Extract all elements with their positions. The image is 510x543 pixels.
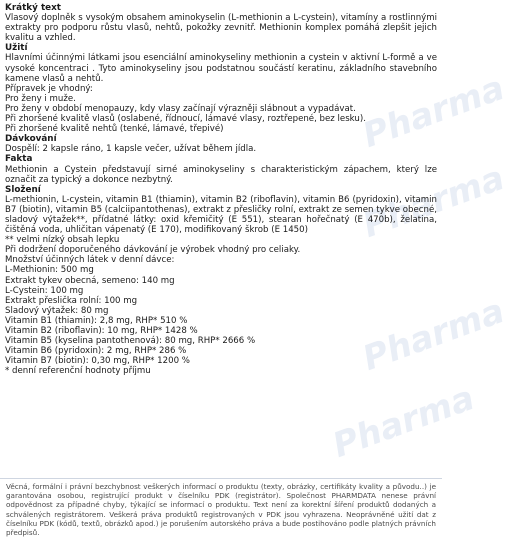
composition-line: Extrakt tykev obecná, semeno: 140 mg (5, 275, 175, 286)
composition-line: L-Cystein: 100 mg (5, 285, 84, 296)
watermark: Pharma (327, 378, 480, 466)
watermark: Pharma (357, 68, 510, 156)
usage-line: Pro ženy i muže. (5, 93, 76, 104)
section-heading-short-text: Krátký text (5, 3, 61, 13)
legal-disclaimer: Věcná, formální i právní bezchybnost veškerých informací o produktu (texty, obrázky, certifikáty kvality a původu..) je garantována osobou, registrující produkt v číselníku PDK (registrátor). Společnost PHARMDATA nenese právní odpovědnost za případné chyby, týkající se informací o produktu. Text není za korektní šíření produktů dodaných a schválených registrátorem. Veškerá práva produktů registrovaných v PDK jsou vyhrazena. Neoprávněné užití dat z číselníku PDK (kódů, textů, obrázků apod.) je porušením autorského práva a bude postihováno podle platných právních předpisů. (0, 478, 442, 543)
composition-line: ** velmi nízký obsah lepku (5, 235, 120, 246)
usage-line: Při zhoršené kvalitě vlasů (oslabené, řídnoucí, lámavé vlasy, roztřepené, bez lesku). (5, 114, 366, 125)
section-heading-composition: Složení (5, 184, 41, 195)
composition-line: * denní referenční hodnoty příjmu (5, 366, 151, 377)
section-heading-usage: Užití (5, 43, 28, 54)
composition-line: Vitamin B7 (biotin): 0,30 mg, RHP* 1200 % (5, 356, 190, 367)
short-text-paragraph: Vlasový doplněk s vysokým obsahem aminokyselin (L-methionin a L-cystein), vitamíny a rostlinnými extrakty pro podporu růstu vlasů, nehtů, pokožky zevnitř. Methionin komplex pomáhá zlepšit jejich kvalitu a vzhled. (5, 13, 437, 44)
composition-line: L-Methionin: 500 mg (5, 265, 94, 276)
composition-line: Vitamin B2 (riboflavin): 10 mg, RHP* 1428 % (5, 326, 198, 336)
composition-line: Vitamin B6 (pyridoxin): 2 mg, RHP* 286 % (5, 346, 187, 357)
composition-line: Sladový výtažek: 80 mg (5, 305, 109, 316)
composition-line: Množství účinných látek v denní dávce: (5, 255, 175, 266)
composition-line: Vitamin B1 (thiamin): 2,8 mg, RHP* 510 % (5, 315, 188, 326)
dosage-line: Dospělí: 2 kapsle ráno, 1 kapsle večer, užívat během jídla. (5, 144, 257, 155)
section-heading-facts: Fakta (5, 154, 33, 165)
section-heading-dosage: Dávkování (5, 134, 57, 145)
watermark: Pharma (357, 158, 510, 246)
composition-line: Vitamin B5 (kyselina pantothenová): 80 mg, RHP* 2666 % (5, 336, 256, 347)
composition-line: Při dodržení doporučeného dávkování je výrobek vhodný pro celiaky. (5, 245, 301, 256)
usage-paragraph: Hlavními účinnými látkami jsou esenciální aminokyseliny methionin a cystein v aktivní L-formě a ve vysoké koncentraci . Tyto aminokyseliny jsou podstatnou součástí keratinu, základního stavebního kamene vlasů a nehtů. (5, 53, 437, 84)
facts-paragraph: Methionin a Cystein představují sirné aminokyseliny s charakteristickým zápachem, který lze označit za typický a dokonce nezbytný. (5, 164, 437, 185)
usage-line: Přípravek je vhodný: (5, 83, 93, 94)
composition-line: Extrakt přeslička rolní: 100 mg (5, 295, 138, 306)
usage-line: Při zhoršené kvalitě nehtů (tenké, lámavé, třepivé) (5, 124, 224, 135)
watermark: Pharma (357, 291, 510, 379)
usage-line: Pro ženy v období menopauzy, kdy vlasy začínají výrazněji slábnout a vypadávat. (5, 103, 356, 114)
composition-paragraph: L-methionin, L-cystein, vitamin B1 (thiamin), vitamin B2 (riboflavin), vitamin B6 (pyridoxin), vitamin B7 (biotin), vitamin B5 (calciipantothenas), extrakt z přesličky rolní, extrakt ze semen tykve obecné, sladový výtažek**, přídatné látky: oxid křemičitý (E 551), stearan hořečnatý (E 470b), želatina, čištěná voda, uhličitan vápenatý (E 170), modifikovaný škrob (E 1450) (5, 194, 437, 236)
